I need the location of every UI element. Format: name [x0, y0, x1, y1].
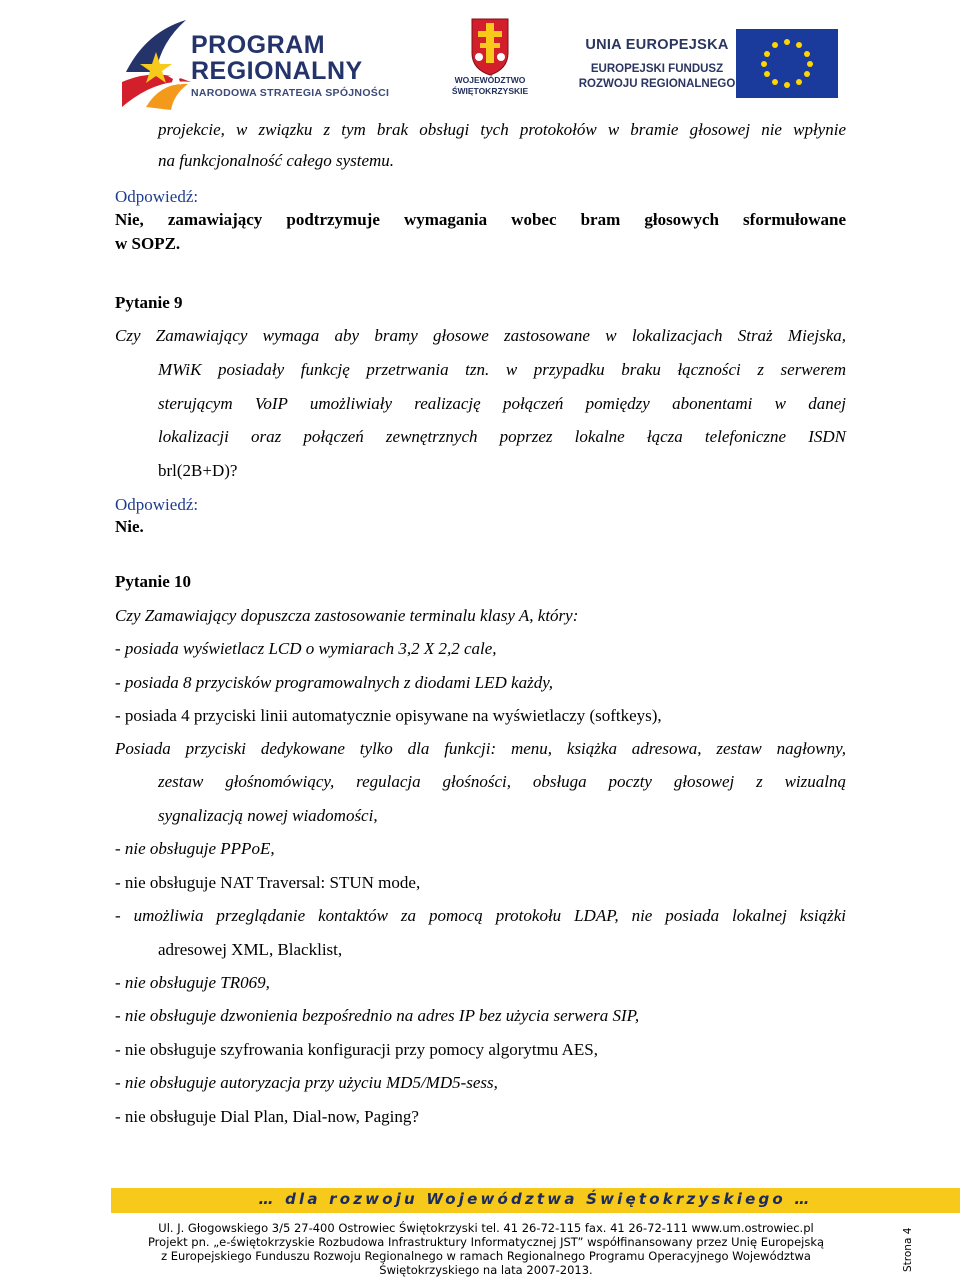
program-regionalny-text: [191, 32, 389, 99]
voivodeship-name: [440, 75, 540, 97]
question-10-line: - nie obsługuje dzwonienia bezpośrednio na adres IP bez użycia serwera SIP,: [115, 1006, 640, 1025]
question-10-line: - posiada 8 przycisków programowalnych z diodami LED każdy,: [115, 673, 554, 692]
eu-fund-text: [572, 37, 742, 92]
footer-project-line-1: Projekt pn. „e-świętokrzyskie Rozbudowa Infrastruktury Informatycznej JST” współfinansowany przez Unię Europejską: [147, 1235, 825, 1249]
footer-slogan: … dla rozwoju Województwa Świętokrzyskiego …: [258, 1190, 813, 1208]
continuation-line-1: projekcie, w związku z tym brak obsługi tych protokołów w bramie głosowej nie wpłynie: [158, 120, 846, 139]
voivodeship-line1: WOJEWÓDZTWO: [454, 75, 526, 85]
question-9-line-3: sterującym VoIP umożliwiały realizację połączeń pomiędzy abonentami w danej: [158, 394, 846, 413]
question-10-line: Posiada przyciski dedykowane tylko dla funkcji: menu, książka adresowa, zestaw nagłowny,: [115, 739, 846, 758]
question-10-line: - umożliwia przeglądanie kontaktów za pomocą protokołu LDAP, nie posiada lokalnej książki: [115, 906, 846, 925]
continuation-line-2: na funkcjonalność całego systemu.: [158, 151, 395, 170]
page-header: [0, 0, 960, 116]
question-9-line-1: Czy Zamawiający wymaga aby bramy głosowe zastosowane w lokalizacjach Straż Miejska,: [115, 326, 846, 345]
footer-slogan-bar: [111, 1188, 960, 1213]
page-number: Strona 4: [902, 1227, 914, 1272]
question-10-line: adresowej XML, Blacklist,: [158, 940, 343, 959]
question-10-title: Pytanie 10: [115, 572, 192, 591]
question-10-line: - posiada 4 przyciski linii automatycznie opisywane na wyświetlaczy (softkeys),: [115, 706, 662, 725]
voivodeship-line2: ŚWIĘTOKRZYSKIE: [451, 86, 529, 96]
footer-project-line-3: Świętokrzyskiego na lata 2007-2013.: [379, 1263, 593, 1277]
program-title-line1: PROGRAM: [191, 31, 326, 59]
program-title-line2: REGIONALNY: [191, 57, 363, 85]
eu-title: UNIA EUROPEJSKA: [585, 37, 729, 53]
question-10-line: - nie obsługuje PPPoE,: [115, 839, 275, 858]
question-10-line: - nie obsługuje szyfrowania konfiguracji przy pomocy algorytmu AES,: [115, 1040, 598, 1059]
question-10-line: - nie obsługuje TR069,: [115, 973, 270, 992]
question-10-line: Czy Zamawiający dopuszcza zastosowanie terminalu klasy A, który:: [115, 606, 579, 625]
question-10-line: - nie obsługuje Dial Plan, Dial-now, Paging?: [115, 1107, 419, 1126]
question-9-line-5: brl(2B+D)?: [158, 461, 238, 480]
question-10-line: zestaw głośnomówiący, regulacja głośności, obsługa poczty głosowej z wizualną: [158, 772, 846, 791]
question-9-line-2: MWiK posiadały funkcję przetrwania tzn. w przypadku braku łączności z serwerem: [158, 360, 846, 379]
question-9-line-4: lokalizacji oraz połączeń zewnętrznych poprzez lokalne łącza telefoniczne ISDN: [158, 427, 846, 446]
question-10-line: - nie obsługuje NAT Traversal: STUN mode,: [115, 873, 421, 892]
question-10-line: - nie obsługuje autoryzacja przy użyciu MD5/MD5-sess,: [115, 1073, 498, 1092]
footer-contact-block: [118, 1221, 854, 1277]
answer-8-line-1: Nie, zamawiający podtrzymuje wymagania wobec bram głosowych sformułowane: [115, 210, 846, 229]
eu-flag-icon: [736, 29, 838, 98]
program-subtitle: NARODOWA STRATEGIA SPÓJNOŚCI: [191, 87, 390, 99]
eu-fund-line2: ROZWOJU REGIONALNEGO: [578, 78, 736, 90]
answer-8-line-2: w SOPZ.: [115, 234, 181, 253]
answer-9-text: Nie.: [115, 517, 144, 536]
question-10-line: sygnalizacją nowej wiadomości,: [158, 806, 378, 825]
question-10-line: - posiada wyświetlacz LCD o wymiarach 3,2 X 2,2 cale,: [115, 639, 497, 658]
answer-8-label: Odpowiedź:: [115, 187, 199, 206]
footer-project-line-2: z Europejskiego Funduszu Rozwoju Regionalnego w ramach Regionalnego Programu Operacyjnego Województwa: [161, 1249, 811, 1263]
answer-9-label: Odpowiedź:: [115, 495, 199, 514]
question-9-title: Pytanie 9: [115, 293, 183, 312]
eu-fund-line1: EUROPEJSKI FUNDUSZ: [590, 63, 724, 75]
footer-address: Ul. J. Głogowskiego 3/5 27-400 Ostrowiec Świętokrzyski tel. 41 26-72-115 fax. 41 26-72-111 www.um.ostrowiec.pl: [158, 1221, 814, 1235]
